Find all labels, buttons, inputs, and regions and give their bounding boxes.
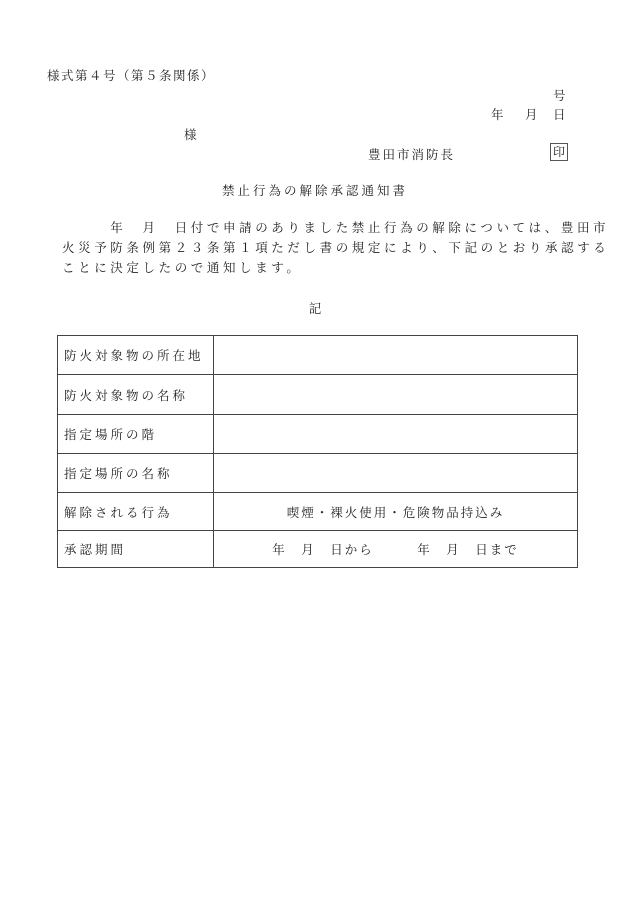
row-value-released-acts: 喫煙・裸火使用・危険物品持込み [214,493,578,531]
body-line: ことに決定したので通知します。 [62,260,303,275]
issue-date [491,105,566,123]
table-row [58,375,578,415]
approval-details-table [57,335,578,568]
row-value-name [214,375,578,415]
row-value-location [214,336,578,375]
document-title: 禁止行為の解除承認通知書 [221,183,408,198]
row-label: 指定場所の階 [58,415,214,454]
row-value-approval-period: 年 月 日から 年 月 日まで [214,531,578,568]
document-number-label: 号 [553,88,566,103]
row-label: 防火対象物の所在地 [58,336,214,375]
table-row [58,531,578,568]
table-row [58,454,578,493]
body-line: 年 月 日付で申請のありました禁止行為の解除については、豊田市 [62,220,610,235]
addressee-suffix: 様 [184,127,197,142]
row-label: 防火対象物の名称 [58,375,214,415]
form-number: 様式第４号（第５条関係） [47,68,216,83]
date-year: 年 [491,107,504,122]
row-value-place-name [214,454,578,493]
body-text [62,218,610,278]
row-value-floor [214,415,578,454]
issuer-name: 豊田市消防長 [368,147,456,162]
table-row [58,493,578,531]
table-row [58,336,578,375]
table-row [58,415,578,454]
date-month: 月 [525,107,538,122]
row-label: 承認期間 [58,531,214,568]
body-line: 火災予防条例第２３条第１項ただし書の規定により、下記のとおり承認する [62,240,610,255]
date-day: 日 [553,107,566,122]
ki-heading: 記 [308,301,322,316]
seal-mark: 印 [550,143,568,161]
row-label: 解除される行為 [58,493,214,531]
row-label: 指定場所の名称 [58,454,214,493]
